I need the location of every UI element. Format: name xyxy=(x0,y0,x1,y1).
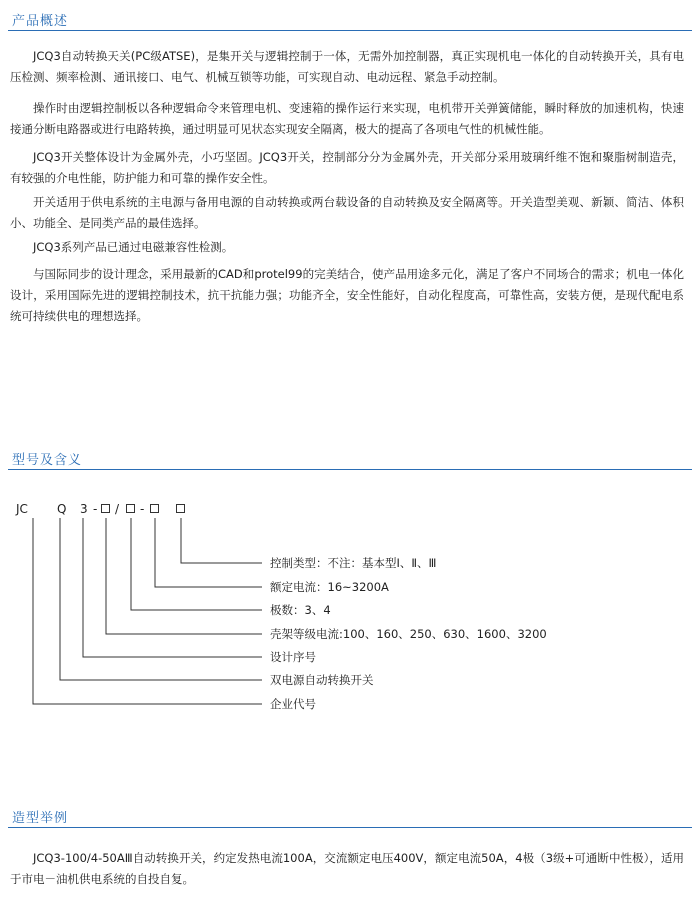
label-company-code: 企业代号 xyxy=(270,697,316,711)
label-product-type: 双电源自动转换开关 xyxy=(270,673,374,687)
overview-divider xyxy=(8,30,692,31)
overview-paragraph-1: JCQ3自动转换天关(PC级ATSE)，是集开关与逻辑控制于一体，无需外加控制器，真正实现机电一体化的自动转换开关，具有电压检测、频率检测、通讯接口、电气、机械互锁等功能，可实现自动、电动远程、紧急手动控制。 xyxy=(10,49,684,84)
example-paragraph: JCQ3-100/4-50AⅢ自动转换开关，约定发热电流100A，交流额定电压400V，额定电流50A，4极（3级+可通断中性极），适用于市电－油机供电系统的自投自复。 xyxy=(10,851,684,886)
code-part-slash: / xyxy=(115,502,120,516)
overview-paragraph-3: JCQ3开关整体设计为金属外壳，小巧坚固。JCQ3开关，控制部分分为金属外壳，开关部分采用玻璃纤维不饱和聚脂树制造壳，有较强的介电性能，防护能力和可靠的操作安全性。 xyxy=(10,150,684,185)
placeholder-box-1 xyxy=(101,504,110,513)
example-divider xyxy=(8,827,692,828)
code-part-q: Q xyxy=(57,502,67,516)
code-part-3: 3 xyxy=(80,502,88,516)
placeholder-box-4 xyxy=(176,504,185,513)
code-part-dash-2: - xyxy=(140,502,145,516)
label-control-type: 控制类型：不注：基本型Ⅰ、Ⅱ、Ⅲ xyxy=(270,556,437,570)
model-title: 型号及含义 xyxy=(12,453,83,468)
label-poles: 极数：3、4 xyxy=(270,603,331,617)
code-part-dash-1: - xyxy=(93,502,98,516)
overview-paragraph-5: JCQ3系列产品已通过电磁兼容性检测。 xyxy=(33,240,234,254)
label-frame-current: 壳架等级电流:100、160、250、630、1600、3200 xyxy=(270,627,547,641)
example-title: 造型举例 xyxy=(12,811,69,826)
label-rated-current: 额定电流：16~3200A xyxy=(270,580,389,594)
overview-paragraph-6: 与国际同步的设计理念，采用最新的CAD和protel99的完美结合，使产品用途多元化，满足了客户不同场合的需求；机电一体化设计，采用国际先进的逻辑控制技术，抗干抗能力强；功能齐全，安全性能好，自动化程度高，可靠性高，安装方便，是现代配电系统可持续供电的理想选择。 xyxy=(10,267,684,323)
placeholder-box-2 xyxy=(126,504,135,513)
overview-paragraph-4: 开关适用于供电系统的主电源与备用电源的自动转换或两台载设备的自动转换及安全隔离等。开关造型美观、新颖、简洁、体积小、功能全、是同类产品的最佳选择。 xyxy=(10,195,684,230)
placeholder-box-3 xyxy=(150,504,159,513)
model-divider xyxy=(8,469,692,470)
label-design-number: 设计序号 xyxy=(270,650,316,664)
overview-title: 产品概述 xyxy=(12,14,69,29)
overview-paragraph-2: 操作时由逻辑控制板以各种逻辑命令来管理电机、变速箱的操作运行来实现，电机带开关弹簧储能，瞬时释放的加速机构，快速接通分断电路器或进行电路转换，通过明显可见状态实现安全隔离，极大的提高了各项电气性的机械性能。 xyxy=(10,101,684,136)
code-part-jc: JC xyxy=(16,502,28,516)
